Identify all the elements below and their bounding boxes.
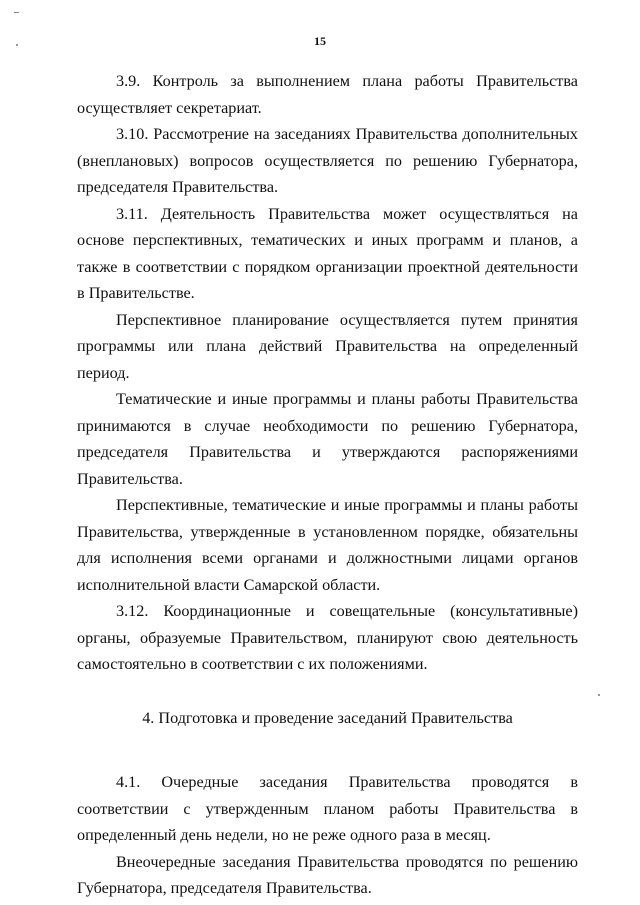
section-heading: 4. Подготовка и проведение заседаний Правительства bbox=[142, 708, 513, 727]
paragraph-binding-programs: Перспективные, тематические и иные программы и планы работы Правительства, утвержденные в установленном порядке, обязательны для исполнения всеми органами и должностными лицами органов исполнительной власти Самарской области. bbox=[77, 496, 578, 594]
paragraph-perspective-planning: Перспективное планирование осуществляется путем принятия программы или плана действий Правительства на определенный период. bbox=[77, 310, 578, 382]
page-number: 15 bbox=[314, 34, 326, 48]
scan-artifact bbox=[14, 12, 19, 13]
paragraph-thematic-programs: Тематические и иные программы и планы работы Правительства принимаются в случае необходимости по решению Губернатора, председателя Правительства и утверждаются распоряжениями Правительства. bbox=[77, 390, 578, 488]
paragraph-4-1: 4.1. Очередные заседания Правительства проводятся в соответствии с утвержденным планом работы Правительства в определенный день недели, но не реже одного раза в месяц. bbox=[77, 773, 578, 844]
paragraph-3-10: 3.10. Рассмотрение на заседаниях Правительства дополнительных (внеплановых) вопросов осуществляется по решению Губернатора, председателя Правительства. bbox=[77, 125, 578, 196]
paragraph-3-9: 3.9. Контроль за выполнением плана работы Правительства осуществляет секретариат. bbox=[77, 72, 578, 117]
scan-artifact bbox=[598, 694, 600, 696]
document-body bbox=[77, 68, 578, 902]
paragraph-extraordinary-meetings: Внеочередные заседания Правительства проводятся по решению Губернатора, председателя Правительства. bbox=[77, 852, 578, 897]
paragraph-3-11: 3.11. Деятельность Правительства может осуществляться на основе перспективных, тематических и иных программ и планов, а также в соответствии с порядком организации проектной деятельности в Правительстве. bbox=[77, 204, 578, 302]
paragraph-3-12: 3.12. Координационные и совещательные (консультативные) органы, образуемые Правительством, планируют свою деятельность самостоятельно в соответствии с их положениями. bbox=[77, 602, 578, 673]
